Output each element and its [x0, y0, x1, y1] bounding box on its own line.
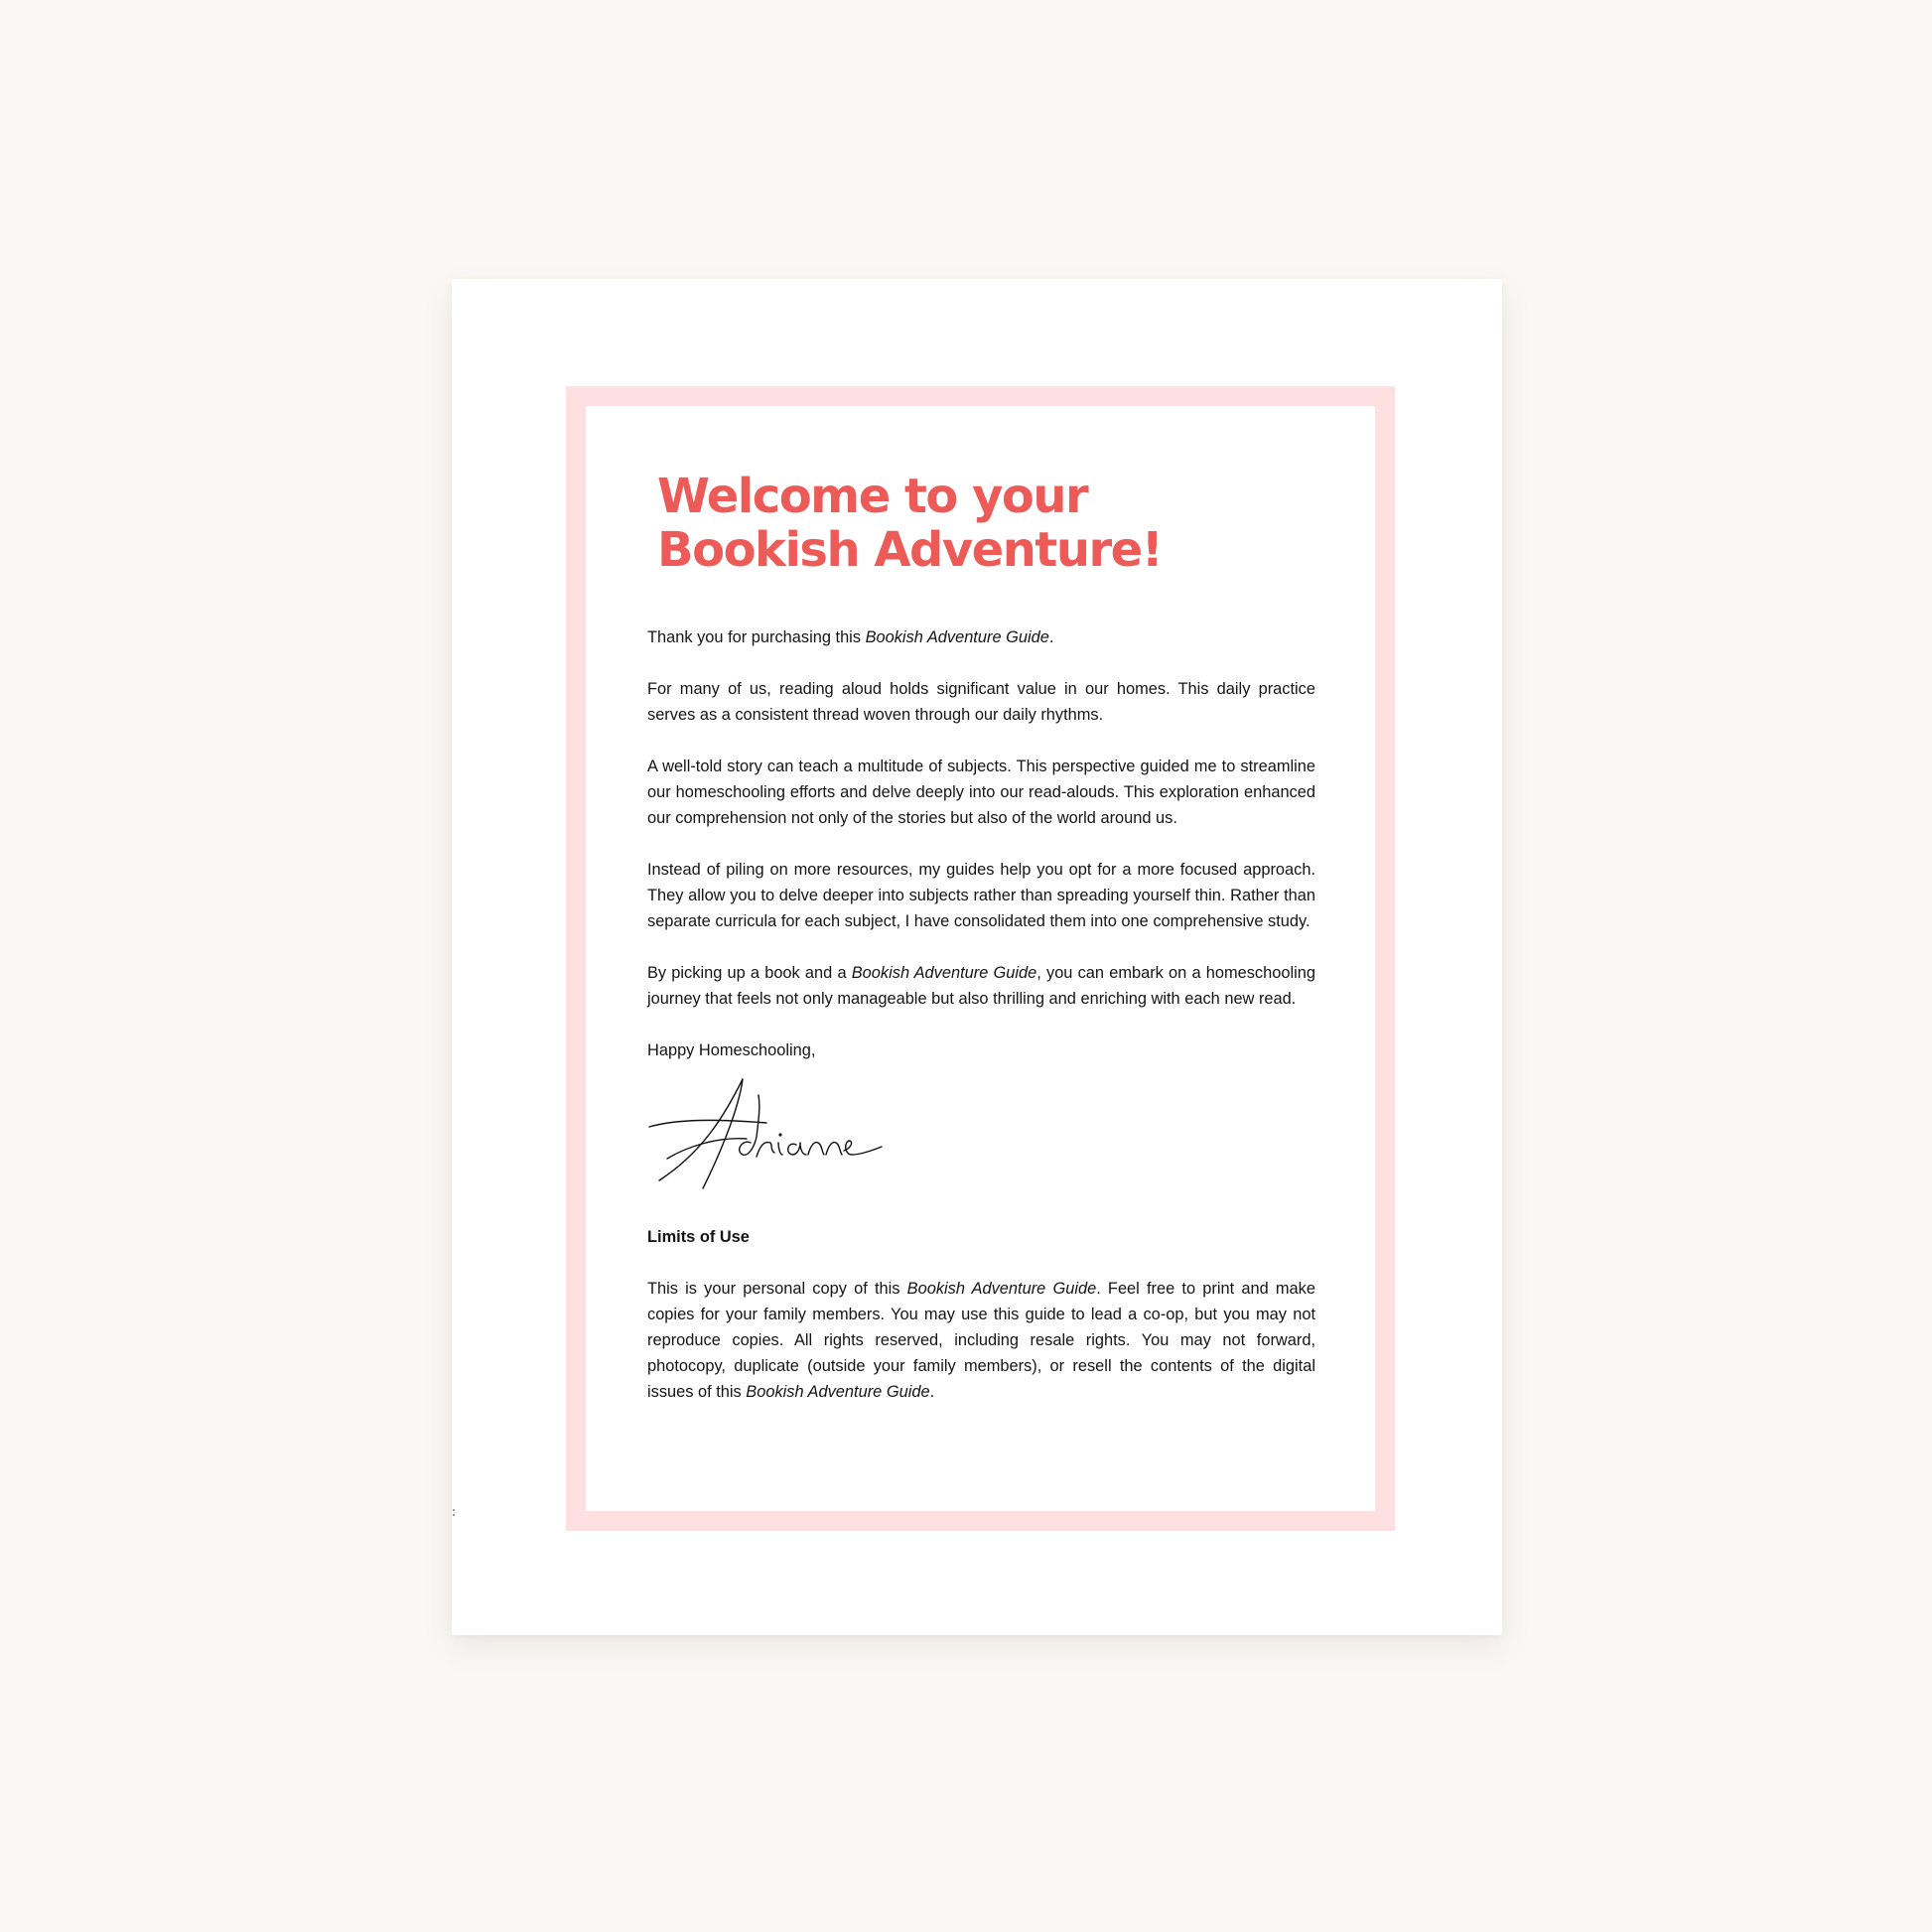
edge-marks [452, 1508, 458, 1518]
closing-line: Happy Homeschooling, [647, 1041, 816, 1059]
limits-text-e: . [929, 1383, 935, 1401]
pink-border-frame [566, 386, 1395, 1531]
paragraph-thanks-end: . [1048, 628, 1054, 646]
limits-of-use-text [647, 1276, 1315, 1405]
paragraph-thanks-text: Thank you for purchasing this [647, 628, 866, 646]
paragraph-thanks [647, 624, 1315, 650]
paragraph-picking-up-text: By picking up a book and a [647, 964, 852, 982]
limits-of-use-heading: Limits of Use [647, 1228, 750, 1246]
limits-text-a: This is your personal copy of this [647, 1280, 907, 1298]
guide-name-italic: Bookish Adventure Guide [851, 964, 1037, 982]
guide-name-italic: Bookish Adventure Guide [746, 1383, 930, 1401]
guide-name-italic: Bookish Adventure Guide [906, 1280, 1097, 1298]
paragraph-well-told-story: A well-told story can teach a multitude of subjects. This perspective guided me to streamline our homeschooling efforts and delve deeply into our read-alouds. This exploration enhanced our comprehension not only of the stories but also of the world around us. [647, 758, 1315, 827]
content-panel [586, 406, 1375, 1511]
page-title [657, 470, 1162, 577]
limits-text-c: . Feel free to print and make copies for your family members. You may use this guide to lead a co-op, but you may not reproduce copies. All rights reserved, including resale rights. You may not forward, photocopy, duplicate (outside your family members), or resell the contents of the digital issues of this [647, 1280, 1315, 1401]
paragraph-reading-aloud: For many of us, reading aloud holds significant value in our homes. This daily practice serves as a consistent thread woven through our daily rhythms. [647, 680, 1315, 724]
title-line-1: Welcome to your [657, 469, 1088, 524]
paragraph-picking-up-book [647, 960, 1315, 1012]
title-line-2: Bookish Adventure! [657, 522, 1163, 578]
guide-name-italic: Bookish Adventure Guide [865, 628, 1049, 646]
document-page [452, 279, 1502, 1635]
letter-body [647, 624, 1315, 1405]
paragraph-focused-approach: Instead of piling on more resources, my guides help you opt for a more focused approach. They allow you to delve deeper into subjects rather than spreading yourself thin. Rather than separate curricula for each subject, I have consolidated them into one comprehensive study. [647, 861, 1315, 930]
handwritten-signature [647, 1071, 896, 1190]
paragraph-picking-up-end: , you can embark on a homeschooling journey that feels not only manageable but also thrilling and enriching with each new read. [647, 964, 1315, 1008]
